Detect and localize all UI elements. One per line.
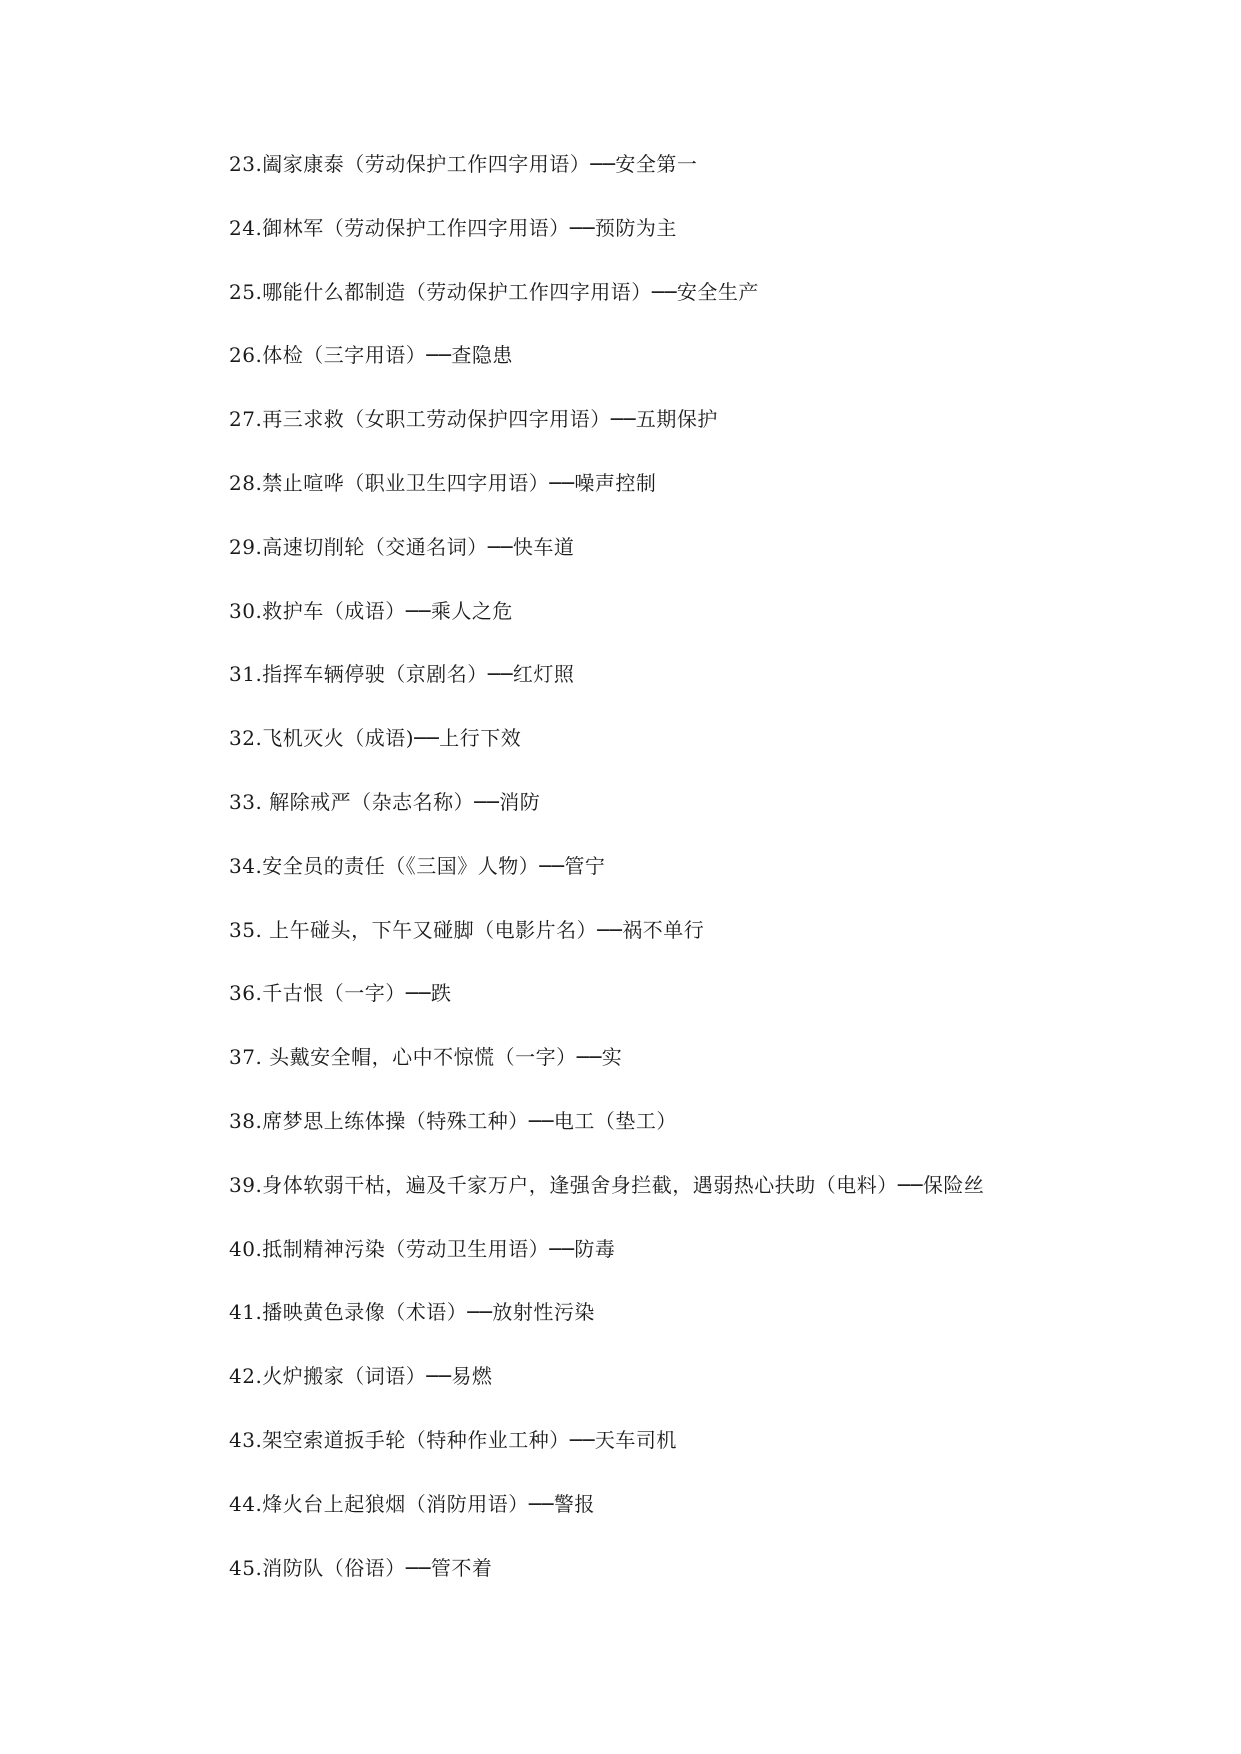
riddle-item-40: 40.抵制精神污染（劳动卫生用语）──防毒 [229,1236,616,1261]
riddle-item-28: 28.禁止喧哗（职业卫生四字用语）──噪声控制 [229,470,657,495]
riddle-item-29: 29.高速切削轮（交通名词）──快车道 [229,534,575,559]
riddle-list [229,150,1129,1617]
riddle-item-31: 31.指挥车辆停驶（京剧名）──红灯照 [229,662,575,687]
riddle-item-30: 30.救护车（成语）──乘人之危 [229,598,513,623]
riddle-item-44: 44.烽火台上起狼烟（消防用语）──警报 [229,1491,595,1516]
riddle-item-42: 42.火炉搬家（词语）──易燃 [229,1364,493,1389]
riddle-item-35: 35. 上午碰头，下午又碰脚（电影片名）──祸不单行 [229,917,705,942]
riddle-item-23: 23.阖家康泰（劳动保护工作四字用语）──安全第一 [229,152,698,176]
riddle-item-36: 36.千古恨（一字）──跌 [229,981,452,1006]
riddle-item-26: 26.体检（三字用语）──查隐患 [229,343,513,368]
riddle-item-33: 33. 解除戒严（杂志名称）──消防 [229,789,541,814]
riddle-item-43: 43.架空索道扳手轮（特种作业工种）──天车司机 [229,1427,677,1452]
riddle-item-34: 34.安全员的责任（《三国》人物）──管宁 [229,853,606,878]
riddle-item-24: 24.御林军（劳动保护工作四字用语）──预防为主 [229,215,677,240]
riddle-item-32: 32.飞机灭火（成语)──上行下效 [229,726,522,751]
riddle-item-39: 39.身体软弱干枯，遍及千家万户，逢强舍身拦截，遇弱热心扶助（电料）──保险丝 [229,1172,985,1197]
riddle-item-27: 27.再三求救（女职工劳动保护四字用语）──五期保护 [229,407,718,432]
riddle-item-45: 45.消防队（俗语）──管不着 [229,1555,493,1580]
riddle-item-37: 37. 头戴安全帽，心中不惊慌（一字）──实 [229,1045,623,1070]
riddle-item-41: 41.播映黄色录像（术语）──放射性污染 [229,1300,595,1325]
riddle-item-25: 25.哪能什么都制造（劳动保护工作四字用语）──安全生产 [229,279,759,304]
riddle-item-38: 38.席梦思上练体操（特殊工种）──电工（垫工） [229,1108,677,1133]
